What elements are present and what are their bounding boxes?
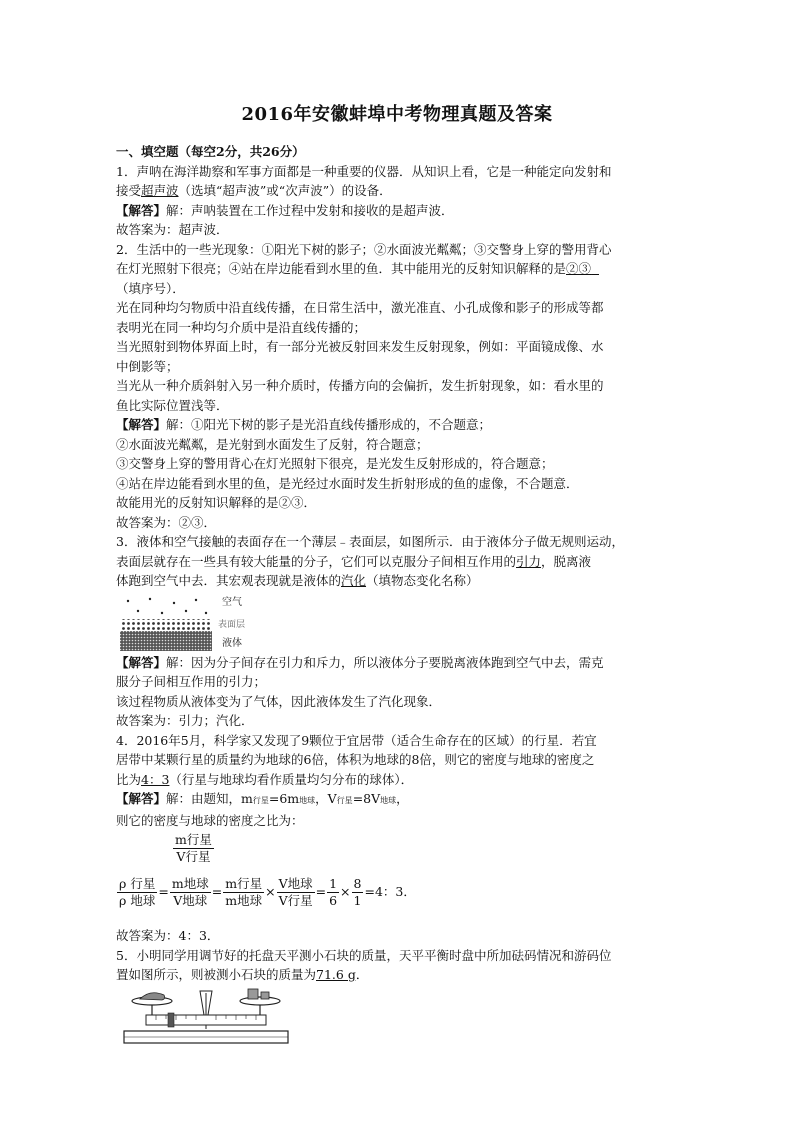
answer-3: 故答案为：引力；汽化． xyxy=(116,713,254,728)
answer-blank: 71.6 g xyxy=(316,967,356,982)
solution-line: 服分子间相互作用的引力； xyxy=(116,674,267,689)
analysis-line: 中倒影等； xyxy=(116,358,179,374)
question-1-line-2: 接受超声波（选填“超声波”或“次声波”）的设备． xyxy=(116,183,392,198)
solution-4: 【解答】解：由题知，m行星=6m地球，V行星=8V地球， xyxy=(116,791,409,806)
solution-3: 【解答】解：因为分子间存在引力和斥力，所以液体分子要脱离液体跑到空气中去，需克 xyxy=(116,654,604,670)
analysis-line: 光在同种均匀物质中沿直线传播，在日常生活中，激光准直、小孔成像和影子的形成等都 xyxy=(116,300,604,315)
question-3-line-3: 体跑到空气中去．其宏观表现就是液体的汽化（填物态变化名称） xyxy=(116,573,479,588)
answer-4: 故答案为：4：3． xyxy=(116,928,220,943)
question-2-line-1: 2．生活中的一些光现象：①阳光下树的影子；②水面波光粼粼；③交警身上穿的警用背心 xyxy=(116,241,612,257)
solution-1: 【解答】解：声呐装置在工作过程中发射和接收的是超声波． xyxy=(116,202,454,218)
question-1-line-1: 1．声呐在海洋勘察和军事方面都是一种重要的仪器．从知识上看，它是一种能定向发射和 xyxy=(116,163,612,179)
solution-line: 则它的密度与地球的密度之比为： xyxy=(116,812,304,828)
density-formula: m行星 V行星 $\frac{\text{ρ 行星}}{\text{ρ 地球}}$ = $\frac{\text{m地球}}{\text{V地球}}$ = $\frac{\text{m行星}}{\text{m地球}}$ × $\frac{\text{V地球}}{\text{V行星}}$ = $\frac{1}{6}$ × $\frac{8}{1}$ =4：3． xyxy=(119,832,416,908)
question-4-line-1: 4．2016年5月，科学家又发现了9颗位于宜居带（适合生命存在的区域）的行星．若宜 xyxy=(116,732,597,748)
question-5-line-2: 置如图所示，则被测小石块的质量为71.6 g． xyxy=(116,967,369,982)
solution-line: ②水面波光粼粼，是光射到水面发生了反射，符合题意； xyxy=(116,436,429,452)
page-title: 2016年安徽蚌埠中考物理真题及答案 xyxy=(241,104,553,125)
answer-2: 故答案为：②③． xyxy=(116,514,217,530)
question-2-line-2: 在灯光照射下很亮；④站在岸边能看到水里的鱼．其中能用光的反射知识解释的是②③ xyxy=(116,261,592,276)
answer-blank: 超声波 xyxy=(141,183,179,198)
surface-layer-figure xyxy=(116,591,256,653)
question-4-line-2: 居带中某颗行星的质量约为地球的6倍，体积为地球的8倍，则它的密度与地球的密度之 xyxy=(116,752,595,767)
question-3-line-1: 3．液体和空气接触的表面存在一个薄层﹣表面层，如图所示．由于液体分子做无规则运动， xyxy=(116,534,624,549)
solution-line: ③交警身上穿的警用背心在灯光照射下很亮，是光发生反射形成的，符合题意； xyxy=(116,456,554,471)
question-2-line-3: （填序号）． xyxy=(116,280,185,296)
figure-label-air: 空气 xyxy=(222,596,242,608)
figure-label-liquid: 液体 xyxy=(222,637,242,649)
figure-label-surface: 表面层 xyxy=(218,619,246,630)
question-4-line-3: 比为4：3（行星与地球均看作质量均匀分布的球体）． xyxy=(116,771,414,787)
analysis-line: 当光从一种介质斜射入另一种介质时，传播方向的会偏折，发生折射现象，如：看水里的 xyxy=(116,378,604,393)
analysis-line: 当光照射到物体界面上时，有一部分光被反射回来发生反射现象，例如：平面镜成像、水 xyxy=(116,339,604,354)
answer-blank: 引力 xyxy=(516,553,542,569)
solution-line: 该过程物质从液体变为了气体，因此液体发生了汽化现象． xyxy=(116,693,442,709)
answer-blank: 汽化 xyxy=(341,573,367,588)
solution-line: ④站在岸边能看到水里的鱼，是光经过水面时发生折射形成的鱼的虚像，不合题意． xyxy=(116,475,579,491)
question-3-line-2: 表面层就存在一些具有较大能量的分子，它们可以克服分子间相互作用的引力，脱离液 xyxy=(116,553,592,569)
solution-line: 故能用光的反射知识解释的是②③． xyxy=(116,495,317,510)
analysis-line: 表明光在同一种均匀介质中是沿直线传播的； xyxy=(116,319,367,335)
solution-2: 【解答】解：①阳光下树的影子是光沿直线传播形成的，不合题意； xyxy=(116,417,492,432)
analysis-line: 鱼比实际位置浅等． xyxy=(116,397,229,413)
answer-blank: 4：3 xyxy=(141,771,170,787)
answer-blank: ②③ xyxy=(566,261,592,276)
document-body xyxy=(116,142,684,1047)
balance-scale-figure xyxy=(116,985,296,1047)
answer-1: 故答案为：超声波． xyxy=(116,222,229,237)
section-heading: 一、填空题（每空2分，共26分） xyxy=(116,144,305,159)
question-5-line-1: 5．小明同学用调节好的托盘天平测小石块的质量，天平平衡时盘中所加砝码情况和游码位 xyxy=(116,947,612,963)
